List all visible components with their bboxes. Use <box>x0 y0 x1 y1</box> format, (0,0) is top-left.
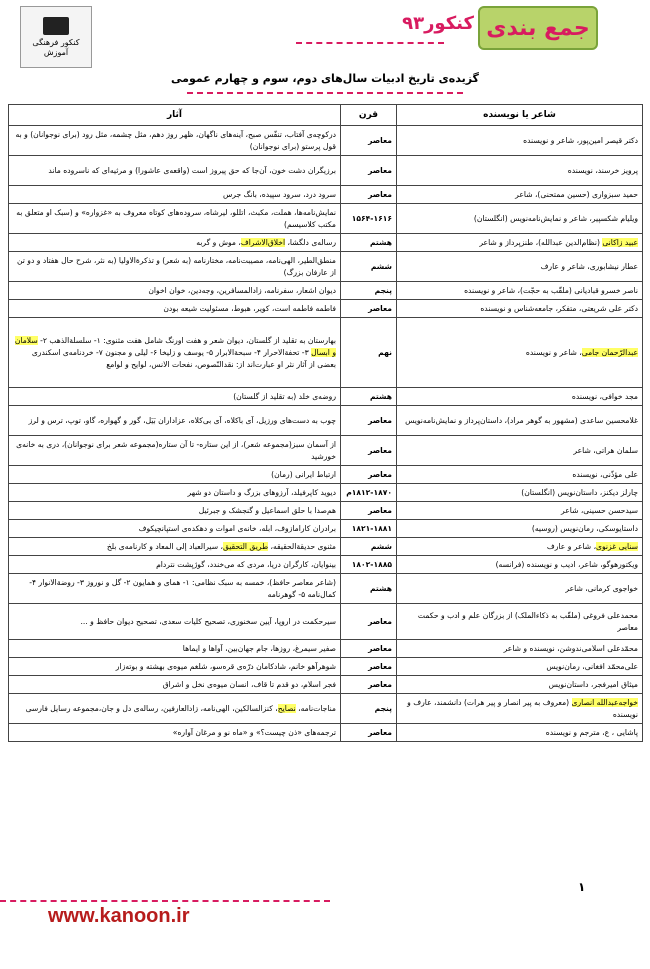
century-text: معاصر <box>368 679 392 689</box>
works-text: فاطمه فاطمه است، کویر، هبوط، مسئولیت شیعه بودن <box>163 303 336 313</box>
table-row <box>9 574 643 604</box>
works-text: نمایش‌نامه‌ها، هملت، مکبث، اتللو، لیرشاه، سروده‌های کوتاه معروف به «غزواره» و (سبک او متعلق به مکتب کلاسیسم) <box>16 207 336 229</box>
works-text: ، سیرالعباد إلی المعاد و کارنامه‌ی بلخ <box>106 541 223 551</box>
century-text: معاصر <box>368 135 392 145</box>
poet-text: دکتر علی شریعتی، متفکر، جامعه‌شناس و نویسنده <box>480 303 638 313</box>
century-text: معاصر <box>368 189 392 199</box>
poet-cell <box>397 574 643 604</box>
century-cell <box>341 676 397 694</box>
century-text: معاصر <box>368 415 392 425</box>
works-text: ۳- تحفة‌الاحرار ۴- سبحة‌الابرار ۵- یوسف و زلیخا ۶- لیلی و مجنون ۷- خردنامه‌ی اسکندری بعضی از آثار نثر او عبارت‌اند از: نقدالنّصوص، نفحات الانس، لوایح و لوامع <box>31 347 336 369</box>
century-text: هشتم <box>369 391 392 401</box>
table-row <box>9 724 643 742</box>
table-row <box>9 388 643 406</box>
century-text: معاصر <box>368 505 392 515</box>
works-text: ، موش و گربه <box>196 237 241 247</box>
poet-text: محمّدعلی اسلامی‌ندوشن، نویسنده و شاعر <box>503 643 638 653</box>
poet-cell <box>397 388 643 406</box>
header-poet: شاعر یا نویسنده <box>397 105 643 126</box>
works-cell <box>9 252 341 282</box>
works-cell <box>9 318 341 388</box>
works-cell <box>9 388 341 406</box>
works-highlight: اخلاق‌الاشراف <box>240 237 286 247</box>
works-text: برزیگران دشت خون، آن‌جا که حق پیروز است (واقعه‌ی عاشورا) و مرثیه‌ای که ناسروده ماند <box>48 165 336 175</box>
works-cell <box>9 406 341 436</box>
header-century: قرن <box>341 105 397 126</box>
poet-highlight: عبدالرّحمان جامی <box>581 347 638 357</box>
century-text: پنجم <box>374 285 392 295</box>
works-cell <box>9 676 341 694</box>
table-row <box>9 436 643 466</box>
works-text: (شاعر معاصر حافظ)، خمسه به سبک نظامی: ۱- همای و همایون ۲- گل و نوروز ۳- روضةالانوار ۴- کمال‌نامه ۵- گوهرنامه <box>29 577 336 599</box>
century-text: ۱۸۲۱-۱۸۸۱ <box>351 523 392 533</box>
page-header <box>0 0 650 70</box>
century-cell <box>341 300 397 318</box>
century-cell <box>341 538 397 556</box>
works-text: از آسمان سبز(مجموعه شعر)، از این ستاره- تا آن ستاره(مجموعه شعر برای نوجوانان)، دری به خانه‌ی خورشید <box>16 439 336 461</box>
table-row <box>9 204 643 234</box>
century-cell <box>341 694 397 724</box>
century-cell <box>341 186 397 204</box>
poet-cell <box>397 520 643 538</box>
works-text-pre: مناجات‌نامه، <box>295 703 336 713</box>
poet-text: (نظام‌الدین عبدالله)، طنزپرداز و شاعر <box>479 237 603 247</box>
table-row <box>9 282 643 300</box>
poet-text: علی مؤذّنی، نویسنده <box>572 469 638 479</box>
poet-text: ، شاعر و نویسنده <box>525 347 582 357</box>
century-cell <box>341 252 397 282</box>
century-cell <box>341 466 397 484</box>
century-text: نهم <box>378 347 392 357</box>
works-cell <box>9 282 341 300</box>
poet-cell <box>397 282 643 300</box>
poet-text: مجد خوافی، نویسنده <box>571 391 638 401</box>
century-text: ۱۵۶۴-۱۶۱۶ <box>351 213 392 223</box>
table-row <box>9 186 643 204</box>
works-text: سرود درد، سرود سپیده، بانگ جرس <box>222 189 336 199</box>
poet-text: چارلز دیکنز، داستان‌نویس (انگلستان) <box>521 487 638 497</box>
works-highlight: سلامان و ابسال <box>14 335 336 357</box>
works-cell <box>9 234 341 252</box>
header-divider <box>296 42 444 44</box>
works-text: درکوچه‌ی آفتاب، تنفّس صبح، آینه‌های ناگهان، ظهر روز دهم، مثل چشمه، مثل رود (برای نوجوانان) و به قول پرستو (برای نوجوانان) <box>15 129 336 151</box>
works-cell <box>9 658 341 676</box>
poet-text: پاشایی ، ع، مترجم و نویسنده <box>545 727 638 737</box>
works-text: ارتباط ایرانی (رمان) <box>271 469 336 479</box>
poet-cell <box>397 300 643 318</box>
poet-cell <box>397 502 643 520</box>
table-header-row <box>9 105 643 126</box>
century-text: ششم <box>370 261 392 271</box>
century-text: هشتم <box>369 237 392 247</box>
table-row <box>9 406 643 436</box>
logo-text: کنکور فرهنگی آموزش <box>32 37 80 57</box>
poet-cell <box>397 724 643 742</box>
table-row <box>9 694 643 724</box>
table-row <box>9 538 643 556</box>
poet-text: ناصر خسرو قبادیانی (ملقّب به حجّت)، شاعر و نویسنده <box>464 285 638 295</box>
century-cell <box>341 318 397 388</box>
poet-text: سلمان هراتی، شاعر <box>573 445 638 455</box>
table-row <box>9 604 643 640</box>
century-cell <box>341 388 397 406</box>
works-highlight: نصایح <box>277 703 296 713</box>
poet-text: ، شاعر و عارف <box>546 541 597 551</box>
poet-highlight: سنایی غزنوی <box>596 541 638 551</box>
title-underline <box>187 92 463 94</box>
works-text: ترجمه‌های «ذن چیست؟» و «ماه نو و مرغان آواره» <box>172 727 336 737</box>
poet-highlight: عبید زاکانی <box>602 237 638 247</box>
poet-cell <box>397 436 643 466</box>
poet-cell <box>397 186 643 204</box>
century-cell <box>341 574 397 604</box>
poet-text: عطار نیشابوری، شاعر و عارف <box>540 261 638 271</box>
century-cell <box>341 724 397 742</box>
century-text: پنجم <box>374 703 392 713</box>
works-cell <box>9 204 341 234</box>
table-row <box>9 126 643 156</box>
works-text: هم‌صدا با حلق اسماعیل و گنجشک و جبرئیل <box>198 505 336 515</box>
century-cell <box>341 282 397 300</box>
poet-text: حمید سبزواری (حسین ممتحنی)، شاعر <box>515 189 638 199</box>
brand-subtitle: کنکور۹۳ <box>402 13 474 34</box>
century-cell <box>341 156 397 186</box>
century-text: معاصر <box>368 661 392 671</box>
works-text-pre: مثنوی حدیقةالحقیقه، <box>268 541 336 551</box>
poet-text: سیدحسن حسینی، شاعر <box>561 505 638 515</box>
poet-text: ویلیام شکسپیر، شاعر و نمایش‌نامه‌نویس (انگلستان) <box>473 213 638 223</box>
century-cell <box>341 406 397 436</box>
page-title: گزیده‌ی تاریخ ادبیات سال‌های دوم، سوم و چهارم عمومی <box>171 72 479 85</box>
works-text-pre: رساله‌ی دلگشا، <box>285 237 336 247</box>
works-text: ، کنزالسالکین، الهی‌نامه، زادالعارفین، رساله‌ی دل و جان،مجموعه رسایل فارسی <box>25 703 278 713</box>
century-text: ششم <box>370 541 392 551</box>
poet-cell <box>397 318 643 388</box>
poet-cell <box>397 556 643 574</box>
poet-cell <box>397 640 643 658</box>
poet-cell <box>397 604 643 640</box>
works-text: صفیر سیمرغ، روزها، جام جهان‌بین، آواها و ایماها <box>182 643 336 653</box>
century-text: ۱۸۱۲-۱۸۷۰م <box>346 487 392 497</box>
works-cell <box>9 126 341 156</box>
poet-cell <box>397 252 643 282</box>
table-row <box>9 484 643 502</box>
century-text: معاصر <box>368 165 392 175</box>
poet-cell <box>397 466 643 484</box>
footer-divider <box>0 900 330 902</box>
century-cell <box>341 204 397 234</box>
works-cell <box>9 466 341 484</box>
poet-text: محمدعلی فروغی (ملقّب به ذکاءالملک) از بزرگان علم و ادب و حکمت معاصر <box>417 610 638 632</box>
table-row <box>9 300 643 318</box>
poet-text: علی‌محمّد افغانی، رمان‌نویس <box>546 661 638 671</box>
poet-text: خواجوی کرمانی، شاعر <box>565 583 638 593</box>
century-cell <box>341 484 397 502</box>
works-cell <box>9 436 341 466</box>
poet-text: پرویز خرسند، نویسنده <box>567 165 638 175</box>
table-row <box>9 252 643 282</box>
table-row <box>9 676 643 694</box>
century-cell <box>341 126 397 156</box>
works-cell <box>9 604 341 640</box>
brand-badge <box>478 6 598 50</box>
works-text: چوب به دست‌های ورزیل، آی باکلاه، آی بی‌کلاه، عزاداران بَیَل، گور و گهواره، گاو، توپ، ترس و لرز <box>28 415 336 425</box>
works-cell <box>9 724 341 742</box>
century-text: معاصر <box>368 643 392 653</box>
works-text: سیرحکمت در اروپا، آیین سخنوری، تصحیح کلیات سعدی، تصحیح دیوان حافظ و ... <box>80 616 336 626</box>
works-text: روضه‌ی خلد (به تقلید از گلستان) <box>233 391 336 401</box>
table-row <box>9 640 643 658</box>
poet-cell <box>397 484 643 502</box>
table-row <box>9 556 643 574</box>
century-cell <box>341 502 397 520</box>
poet-cell <box>397 658 643 676</box>
century-cell <box>341 604 397 640</box>
century-cell <box>341 640 397 658</box>
poet-text: (معروف به پیر انصار و پیر هرات) دانشمند، عارف و نویسنده <box>407 697 638 719</box>
century-cell <box>341 234 397 252</box>
poet-cell <box>397 676 643 694</box>
works-highlight: طریق التحقیق <box>222 541 269 551</box>
works-text: دیوید کاپرفیلد، آرزوهای بزرگ و داستان دو شهر <box>187 487 336 497</box>
century-text: معاصر <box>368 303 392 313</box>
works-cell <box>9 156 341 186</box>
table-row <box>9 234 643 252</box>
table-row <box>9 318 643 388</box>
works-cell <box>9 502 341 520</box>
works-cell <box>9 574 341 604</box>
works-cell <box>9 538 341 556</box>
century-cell <box>341 520 397 538</box>
page-number: ۱ <box>578 880 586 894</box>
poet-cell <box>397 538 643 556</box>
poet-text: غلامحسین ساعدی (مشهور به گوهر مراد)، داستان‌پرداز و نمایش‌نامه‌نویس <box>405 415 638 425</box>
century-text: معاصر <box>368 616 392 626</box>
works-text-pre: بهارستان به تقلید از گلستان، دیوان شعر و هفت اورنگ شامل هفت مثنوی: ۱- سلسلة‌الذهب ۲- <box>37 335 336 345</box>
poet-cell <box>397 234 643 252</box>
works-cell <box>9 300 341 318</box>
table-row <box>9 658 643 676</box>
kanoon-logo <box>20 6 92 68</box>
literature-history-table <box>8 104 643 742</box>
poet-text: داستایوسکی، رمان‌نویس (روسیه) <box>531 523 638 533</box>
poet-cell <box>397 156 643 186</box>
works-text: بینوایان، کارگران دریا، مردی که می‌خندد، گوژپشت نتردام <box>156 559 336 569</box>
graduate-icon <box>43 17 69 35</box>
works-cell <box>9 556 341 574</box>
century-text: معاصر <box>368 445 392 455</box>
works-text: دیوان اشعار، سفرنامه، زادالمسافرین، وجه‌دین، خوان اخوان <box>148 285 336 295</box>
table-row <box>9 502 643 520</box>
works-text: فجر اسلام، دو قدم تا قاف، انسان میوه‌ی نخل و اشراق <box>162 679 336 689</box>
works-cell <box>9 694 341 724</box>
works-cell <box>9 520 341 538</box>
poet-cell <box>397 204 643 234</box>
century-cell <box>341 436 397 466</box>
table-row <box>9 466 643 484</box>
works-cell <box>9 484 341 502</box>
poet-cell <box>397 406 643 436</box>
century-cell <box>341 658 397 676</box>
poet-cell <box>397 126 643 156</box>
century-cell <box>341 556 397 574</box>
poet-text: ویکتورهوگو، شاعر، ادیب و نویسنده (فرانسه) <box>495 559 638 569</box>
footer-url[interactable]: www.kanoon.ir <box>48 905 190 927</box>
poet-cell <box>397 694 643 724</box>
brand-badge-text: جمع بندی <box>486 15 590 41</box>
poet-text: میثاق امیرفجر، داستان‌نویس <box>548 679 638 689</box>
works-cell <box>9 186 341 204</box>
works-text: منطق‌الطیر، الهی‌نامه، مصیبت‌نامه، مختارنامه (به شعر) و تذکرة‌الاولیا (به نثر، شرح حال هفتاد و دو تن از عارفان بزرگ) <box>16 255 336 277</box>
century-text: معاصر <box>368 727 392 737</box>
century-text: ۱۸۰۲-۱۸۸۵ <box>351 559 392 569</box>
works-text: برادران کارامازوف، ابله، خانه‌ی اموات و دهکده‌ی استپانچیکوف <box>138 523 336 533</box>
works-text: شوهرآهو خانم، شادکامان درّه‌ی قره‌سو، شلغم میوه‌ی بهشته و بوته‌زار <box>115 661 336 671</box>
table-row <box>9 156 643 186</box>
table-row <box>9 520 643 538</box>
century-text: هشتم <box>369 583 392 593</box>
header-works: آثار <box>9 105 341 126</box>
poet-highlight: خواجه‌عبدالله انصاری <box>571 697 638 707</box>
poet-text: دکتر قیصر امین‌پور، شاعر و نویسنده <box>523 135 638 145</box>
century-text: معاصر <box>368 469 392 479</box>
works-cell <box>9 640 341 658</box>
